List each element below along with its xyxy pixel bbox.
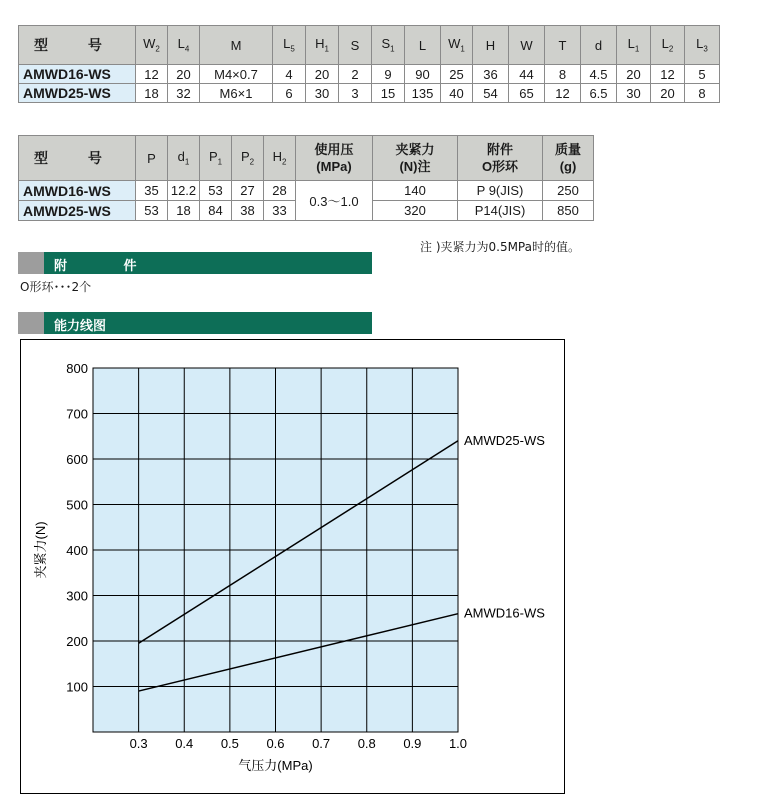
x-axis-label: 气压力(MPa) [238, 758, 313, 773]
x-tick-label: 0.6 [266, 736, 285, 751]
section-tab [18, 312, 44, 334]
table-cell: M4×0.7 [200, 65, 273, 84]
y-tick-label: 300 [66, 588, 88, 604]
model-header: 型 号 [19, 26, 136, 65]
table-cell: 140 [373, 181, 458, 201]
column-header: $L_4$ [168, 26, 200, 65]
column-header: $P_1$ [200, 136, 232, 181]
table-cell: 53 [200, 181, 232, 201]
table-cell: 5 [685, 65, 720, 84]
column-header: L [405, 26, 441, 65]
table-cell: P 9(JIS) [458, 181, 543, 201]
table-cell: 25 [441, 65, 473, 84]
table-cell: 33 [264, 201, 296, 221]
table-cell: 32 [168, 84, 200, 103]
y-tick-label: 600 [66, 452, 88, 467]
x-tick-label: 0.8 [357, 736, 376, 751]
spec-table-2 [18, 135, 594, 221]
table-cell: 8 [685, 84, 720, 103]
table-cell: 90 [405, 65, 441, 84]
x-tick-label: 1.0 [448, 736, 468, 751]
table-cell: 15 [372, 84, 405, 103]
section-header-performance [18, 312, 372, 334]
column-header: 使用压 (MPa) [296, 136, 373, 181]
section-title: 附 件 [54, 259, 163, 274]
column-header: W [509, 26, 545, 65]
table-cell: 12 [136, 65, 168, 84]
column-header: 质量 (g) [543, 136, 594, 181]
table-row [19, 84, 720, 103]
table-cell: 84 [200, 201, 232, 221]
column-header: $L_3$ [685, 26, 720, 65]
table-cell: 35 [136, 181, 168, 201]
table-cell: 44 [509, 65, 545, 84]
table-cell: 8 [545, 65, 581, 84]
table-cell: 6.5 [581, 84, 617, 103]
model-cell: AMWD25-WS [19, 201, 136, 221]
series-label: AMWD25-WS [464, 432, 545, 448]
section-title: 能力线图 [54, 319, 107, 334]
x-tick-label: 0.5 [220, 736, 239, 751]
x-tick-label: 0.9 [403, 736, 422, 751]
column-header: $d_1$ [168, 136, 200, 181]
model-cell: AMWD16-WS [19, 65, 136, 84]
column-header: M [200, 26, 273, 65]
table-cell: 12 [545, 84, 581, 103]
table-cell: 28 [264, 181, 296, 201]
column-header: $L_2$ [651, 26, 685, 65]
y-axis-label: 夹紧力(N) [33, 521, 48, 579]
table-cell: 2 [339, 65, 372, 84]
table-cell: 4.5 [581, 65, 617, 84]
table-header-row [19, 136, 594, 181]
table-cell: M6×1 [200, 84, 273, 103]
model-cell: AMWD16-WS [19, 181, 136, 201]
column-header: $P_2$ [232, 136, 264, 181]
table-cell: 20 [306, 65, 339, 84]
column-header: 附件 O形环 [458, 136, 543, 181]
table-cell: 850 [543, 201, 594, 221]
model-cell: AMWD25-WS [19, 84, 136, 103]
table-row [19, 65, 720, 84]
table-cell: 20 [617, 65, 651, 84]
section-header-accessories [18, 252, 372, 274]
x-tick-label: 0.3 [129, 736, 148, 751]
column-header: H [473, 26, 509, 65]
x-tick-label: 0.4 [175, 736, 194, 751]
column-header: $S_1$ [372, 26, 405, 65]
table-cell: 9 [372, 65, 405, 84]
table-cell: 54 [473, 84, 509, 103]
table-cell: 4 [273, 65, 306, 84]
column-header: T [545, 26, 581, 65]
table-cell: 30 [617, 84, 651, 103]
y-tick-label: 400 [66, 543, 88, 558]
column-header: $L_1$ [617, 26, 651, 65]
y-tick-label: 200 [66, 634, 88, 649]
accessory-text: O形环･･･2个 [20, 280, 92, 294]
table-cell: 18 [168, 201, 200, 221]
table-cell: 12 [651, 65, 685, 84]
table-cell: 18 [136, 84, 168, 103]
model-header: 型 号 [19, 136, 136, 181]
table-cell: 320 [373, 201, 458, 221]
table-cell: 38 [232, 201, 264, 221]
table-cell: 250 [543, 181, 594, 201]
column-header: S [339, 26, 372, 65]
table-cell: P14(JIS) [458, 201, 543, 221]
clamping-force-note: 注 )夹紧力为0.5MPa时的值。 [420, 240, 580, 254]
spec-table-1 [18, 25, 720, 103]
table-cell: 20 [651, 84, 685, 103]
column-header: d [581, 26, 617, 65]
table-cell: 3 [339, 84, 372, 103]
y-tick-label: 500 [66, 497, 88, 513]
table-cell: 30 [306, 84, 339, 103]
table-cell: 12.2 [168, 181, 200, 201]
y-tick-label: 100 [66, 679, 88, 695]
table-cell: 65 [509, 84, 545, 103]
x-tick-label: 0.7 [312, 736, 331, 751]
table-cell: 6 [273, 84, 306, 103]
y-tick-label: 800 [66, 361, 88, 376]
table-header-row [19, 26, 720, 65]
column-header: $H_1$ [306, 26, 339, 65]
y-tick-label: 700 [66, 406, 88, 422]
column-header: $W_1$ [441, 26, 473, 65]
table-cell: 53 [136, 201, 168, 221]
series-label: AMWD16-WS [464, 605, 545, 621]
column-header: P [136, 136, 168, 181]
table-cell: 36 [473, 65, 509, 84]
pressure-range-cell: 0.3～1.0 [296, 181, 373, 221]
table-cell: 20 [168, 65, 200, 84]
table-row [19, 181, 594, 201]
column-header: 夹紧力 (N)注 [373, 136, 458, 181]
column-header: $L_5$ [273, 26, 306, 65]
chart-frame [20, 339, 565, 794]
column-header: $W_2$ [136, 26, 168, 65]
table-cell: 40 [441, 84, 473, 103]
table-cell: 27 [232, 181, 264, 201]
table-cell: 135 [405, 84, 441, 103]
column-header: $H_2$ [264, 136, 296, 181]
section-tab [18, 252, 44, 274]
capacity-chart [21, 340, 566, 795]
